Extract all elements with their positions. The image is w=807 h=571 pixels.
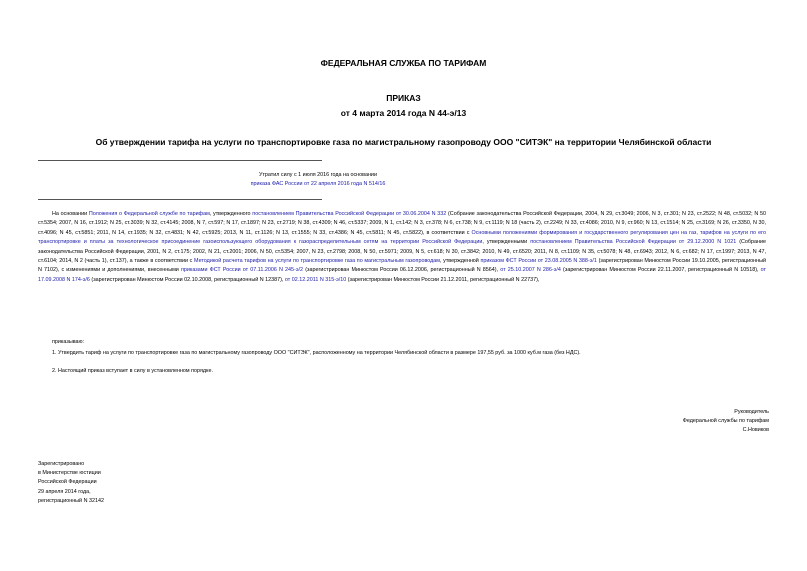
preamble-text: (зарегистрирован Минюстом России 06.12.2006, регистрационный N 8564), [303,267,501,274]
preamble-text: (зарегистрирован Минюстом России 21.12.2011, регистрационный N 22737), [346,276,540,283]
link-tariff-methodology[interactable]: Методикой расчета тарифов на услуги по транспортировке газа по магистральным газопроводам [194,258,440,265]
agency-name: ФЕДЕРАЛЬНАЯ СЛУЖБА ПО ТАРИФАМ [320,58,487,68]
order-item-2: 2. Настоящий приказ вступает в силу в установленном порядке. [52,368,213,374]
preamble-text: (Собрание законодательства Российской Федерации, 2001, N 2, ст.175; 2002, N 21, ст.2001; 2006, N 50, ст.5354; 2007, N 23, ст.2798; 2008, N 50, ст.5971; 2009, N 5, ст.618; N 30, ст.3842; 2010, N 49, ст.6520; 2011, N 8, ст.1109; N 35, ст.5078; N 48, ст.6943; 2012, N 6, ст.682; N 17, ст.1997; 2013, N 47, ст.6104; 2014, N 2 (часть 1), ст.137), а также в соответствии с [38,239,766,265]
preamble-text: (зарегистрирован Минюстом России 22.11.2007, регистрационный N 10518), [560,267,761,274]
lost-force-note [38,171,598,189]
registration-line: Российской Федерации [38,479,97,486]
link-order-315[interactable]: от 02.12.2011 N 315-э/10 [284,276,347,283]
link-order-286[interactable]: от 25.10.2007 N 286-э/4 [500,267,561,274]
doc-date-number: от 4 марта 2014 года N 44-э/13 [340,108,467,118]
preamble-text: (зарегистрирован Минюстом России 19.10.2005, регистрационный N 7102), с изменениями и дополнениями, внесенными [38,258,766,274]
link-order-174[interactable]: от 17.09.2008 N 174-э/6 [38,267,767,283]
registration-date: 29 апреля 2014 года, [38,488,91,495]
preamble-text: (зарегистрирован Минюстом России 02.10.2008, регистрационный N 12387), [89,276,285,283]
link-order-388[interactable]: приказом ФСТ России от 23.08.2005 N 388-э/1 [480,258,597,265]
divider-top [38,160,322,161]
link-order-245[interactable]: приказами ФСТ России от 07.11.2006 N 245-э/2 [180,267,304,274]
registration-line: Зарегистрировано [38,461,85,467]
lost-force-line: Утратил силу с 1 июля 2016 года на основании [259,172,377,178]
registration-number: регистрационный N 32142 [38,497,104,504]
signature-position: Руководитель [734,409,769,415]
signature-agency: Федеральной службы по тарифам [682,418,769,425]
order-item-1: 1. Утвердить тариф на услуги по транспортировке газа по магистральному газопроводу ООО "СИТЭК", расположенному на территории Челябинской области в размере 197,55 руб. за 1000 куб.м газа (без НДС). [52,350,581,356]
preamble-text: , утвержденными [482,239,531,246]
doc-title: Об утверждении тарифа на услуги по транспортировке газа по магистральному газопроводу ООО "СИТЭК" на территории Челябинской области [95,137,712,147]
registration-line: в Министерстве юстиции [38,470,101,477]
lost-force-link[interactable]: приказа ФАС России от 22 апреля 2016 года N 514/16 [250,181,386,187]
order-intro: приказываю: [52,339,85,345]
signature-block [683,408,769,436]
signature-name: С.Новиков [742,427,769,434]
preamble-text: (Собрание законодательства Российской Федерации, 2004, N 29, ст.3049; 2006, N 3, ст.301; N 23, ст.2522; N 48, ст.5032; N 50 ст.5354; 2007, N 16, ст.1912; N 25, ст.3039; N 32, ст.4145; 2008, N 7, ст.597; N 17, ст.1897; N 23, ст.2719; N 38, ст.4309; N 46, ст.5337; 2009, N 1, ст.142; N 3, ст.378; N 6, ст.738; N 9, ст.1119; N 18 (часть 2), ст.2249; N 33, ст.4086; 2010, N 9, ст.960; N 13, ст.1514; N 25, ст.3169; N 26, ст.3350, N 30, ст.4096; N 45, ст.5851; 2011, N 14, ст.1935; N 32, ст.4831; N 42, ст.5925; 2013, N 11, ст.1126; N 13, ст.1555; N 33, ст.4386; N 45, ст.5811; N 45, ст.5822), в соответствии с [38,211,766,236]
link-basic-provisions[interactable]: Основными положениями формирования и государственного регулирования цен на газ, тарифов на услуги по его транспортировке и платы за технологическое присоединение газоиспользующего оборудования к газораспределительным сетям на территории Российской Федерации [38,229,766,246]
registration-block [38,460,104,506]
preamble-paragraph [38,210,766,285]
link-gov-decree-1021[interactable]: постановлением Правительства Российской Федерации от 29.12.2000 N 1021 [530,239,737,246]
divider-bottom [38,199,322,200]
link-regulation-fst[interactable]: Положения о Федеральной службе по тарифам [88,211,210,217]
preamble-text: На основании [52,211,89,217]
doc-type: ПРИКАЗ [386,93,421,103]
preamble-text: , утвержденного [209,211,253,217]
link-gov-decree-332[interactable]: постановлением Правительства Российской Федерации от 30.06.2004 N 332 [252,211,447,217]
preamble-text: , утвержденной [440,258,481,265]
